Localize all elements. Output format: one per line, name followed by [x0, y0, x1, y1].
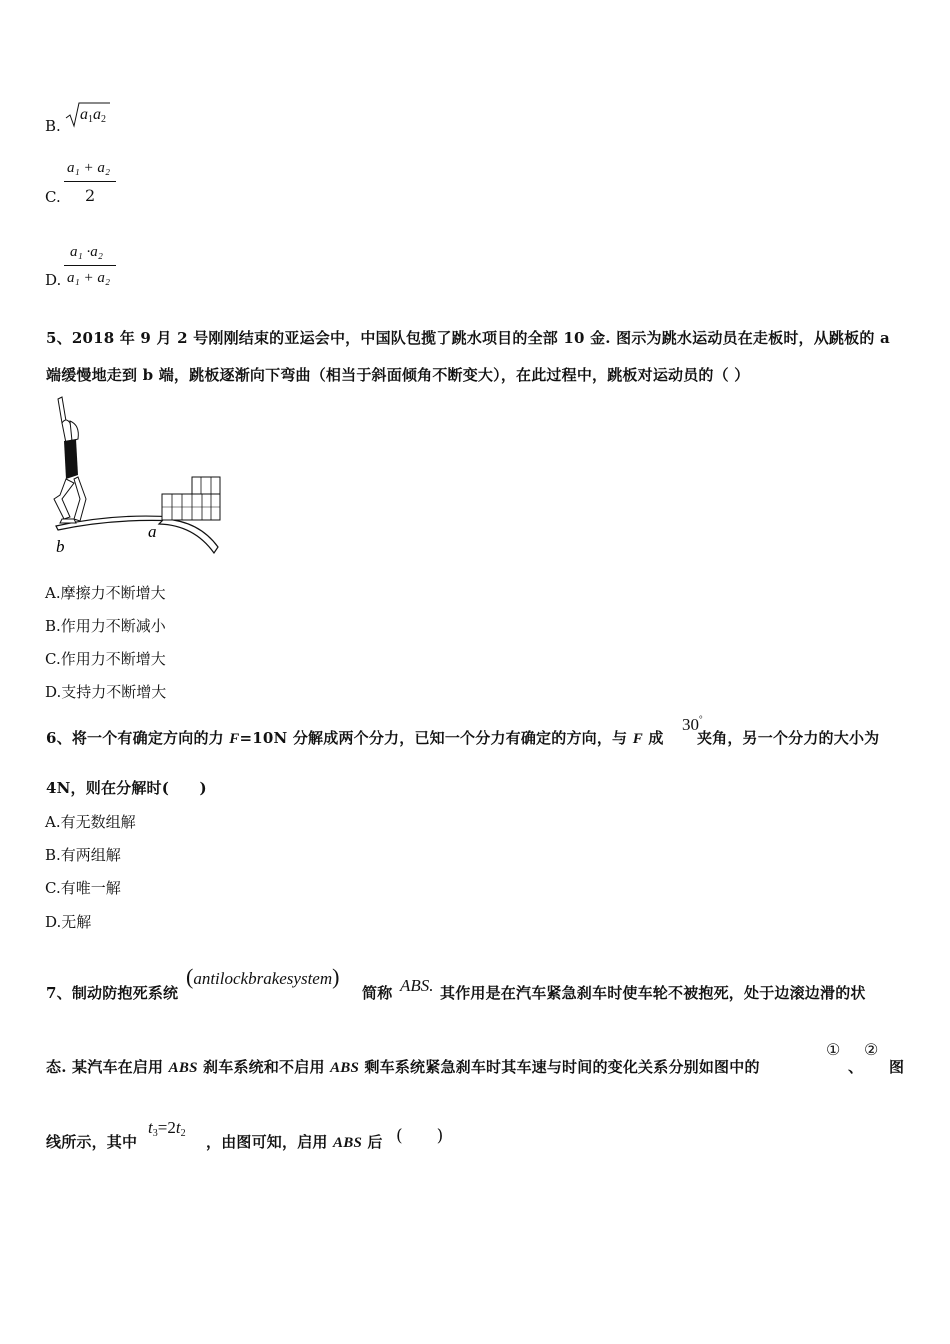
- q6-option-c: C.有唯一解: [45, 879, 121, 897]
- q7-separator: 、: [848, 1058, 864, 1076]
- q7-text-line2: 态. 某汽车在启用 ABS 刹车系统和不启用 ABS 剩车系统紧急刹车时其车速与时间的变化关系分别如图中的: [46, 1058, 760, 1076]
- q5-option-a: A.摩擦力不断增大: [45, 584, 166, 602]
- q6-option-a: A.有无数组解: [45, 813, 136, 831]
- q5-option-d: D.支持力不断增大: [45, 683, 167, 701]
- q7-line2-end: 图: [889, 1058, 905, 1076]
- q7-suffix: 其作用是在汽车紧急刹车时使车轮不被抱死，处于边滚边滑的状: [440, 984, 866, 1002]
- option-d-denominator: a₁ + a₂: [67, 270, 111, 286]
- q6-option-b: B.有两组解: [45, 846, 121, 864]
- q6-text-line1: 6、将一个有确定方向的力 F=10N 分解成两个分力，已知一个分力有确定的方向，与 F 成 夹角，另一个分力的大小为: [46, 729, 880, 747]
- q7-paren-expression: (antilockbrakesystem): [186, 964, 340, 989]
- option-d-label: D.: [45, 271, 62, 289]
- q7-time-relation: $t_3=2t_2$: [148, 1118, 186, 1139]
- option-b-sqrt: [64, 100, 114, 134]
- option-c-numerator: a₁ + a₂: [67, 160, 111, 176]
- q5-diving-board-figure: [44, 395, 229, 564]
- label-a: a: [148, 522, 157, 541]
- q6-angle: 30°: [682, 714, 703, 734]
- q5-text-line2: 端缓慢地走到 b 端，跳板逐渐向下弯曲（相当于斜面倾角不断变大），在此过程中，跳板对运动员的（ ）: [46, 366, 750, 384]
- option-b-label: B.: [45, 117, 61, 135]
- q7-circle-2: ②: [864, 1040, 879, 1059]
- q7-line3-start: 线所示，其中: [46, 1133, 138, 1151]
- option-c-denominator: 2: [85, 186, 96, 205]
- option-d-numerator: a₁ ·a₂: [70, 244, 103, 260]
- q7-answer-blank: ( ): [396, 1126, 444, 1146]
- diver-on-springboard-illustration: [44, 395, 229, 560]
- label-b: b: [56, 537, 65, 556]
- q7-circle-1: ①: [826, 1040, 841, 1059]
- q7-abs: ABS.: [400, 976, 434, 995]
- option-c-label: C.: [45, 188, 61, 206]
- option-b-expression: $a_1a_2$: [80, 106, 106, 125]
- option-c-fraction-bar: [64, 181, 116, 182]
- q7-prefix: 7、制动防抱死系统: [46, 984, 179, 1002]
- option-d-fraction-bar: [64, 265, 116, 266]
- q5-option-c: C.作用力不断增大: [45, 650, 166, 668]
- q5-text-line1: 5、2018 年 9 月 2 号刚刚结束的亚运会中，中国队包揽了跳水项目的全部 10 金. 图示为跳水运动员在走板时，从跳板的 a: [46, 329, 890, 347]
- q6-option-d: D.无解: [45, 913, 92, 931]
- q6-text-line2: 4N，则在分解时( ): [46, 779, 207, 797]
- q5-option-b: B.作用力不断减小: [45, 617, 166, 635]
- q7-line3-mid: ，由图可知，启用 ABS 后: [206, 1133, 383, 1151]
- q7-mid: 简称: [362, 984, 393, 1002]
